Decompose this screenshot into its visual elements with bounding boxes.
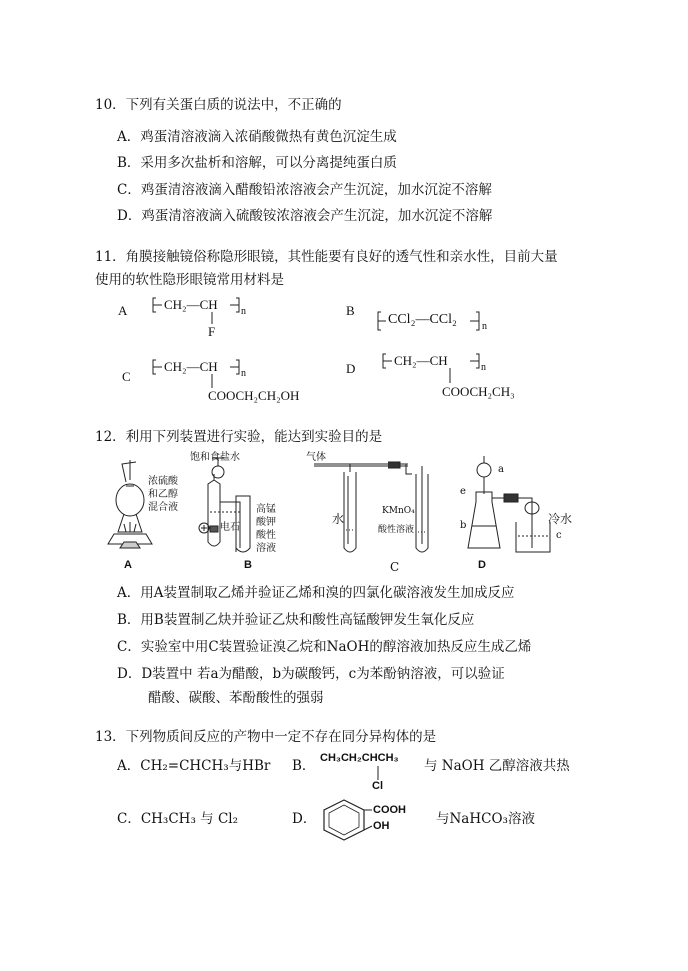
q12-option-d-line2: 醋酸、碳酸、苯酚酸性的强弱 (148, 690, 324, 706)
apparatus-c-gas: 气体 (306, 452, 326, 463)
apparatus-d-b: b (460, 520, 467, 531)
q11-c-structure (150, 358, 330, 406)
q13-option-b-structure (320, 750, 420, 796)
q13-b-formula: CH₃CH₂CHCH₃ (320, 752, 399, 764)
q11-b-label: B (346, 303, 355, 318)
q10-stem: 10．下列有关蛋白质的说法中，不正确的 (95, 97, 342, 113)
q10-option-c: C．鸡蛋清溶液滴入醋酸铅浓溶液会产生沉淀，加水沉淀不溶解 (117, 182, 492, 198)
q11-a-structure (150, 296, 270, 342)
q13-option-a: A．CH₂=CHCH₃与HBr (117, 758, 271, 774)
apparatus-b-text4: 溶液 (256, 543, 276, 554)
q11-a-label: A (118, 303, 128, 318)
q12-option-c: C．实验室中用C装置验证溴乙烷和NaOH的醇溶液加热反应生成乙烯 (117, 639, 532, 655)
q13-d-cooh: COOH (373, 804, 406, 816)
q11-stem-line1: 11．角膜接触镜俗称隐形眼镜，其性能要有良好的透气性和亲水性，目前大量 (95, 249, 558, 265)
q11-a-chain: CH₂—CH (164, 297, 218, 312)
q11-a-substituent: F (208, 324, 216, 339)
q13-d-oh: OH (373, 820, 390, 832)
apparatus-c-water: 水 (332, 512, 345, 526)
apparatus-d-c: c (556, 530, 562, 541)
apparatus-b-label: B (244, 559, 252, 571)
apparatus-d-e: e (460, 486, 466, 497)
apparatus-a-text2: 和乙醇 (148, 489, 178, 500)
apparatus-b-text3: 酸性 (256, 530, 276, 541)
q13-option-d-structure (318, 796, 428, 844)
q13-stem: 13．下列物质间反应的产物中一定不存在同分异构体的是 (95, 729, 437, 745)
q11-c-substituent: COOCH₂CH₂OH (208, 388, 300, 403)
q11-c-n: n (241, 368, 246, 379)
q11-d-chain: CH₂—CH (394, 353, 448, 368)
apparatus-c-kmno4: KMnO₄ (382, 506, 415, 516)
apparatus-d-a: a (498, 464, 504, 475)
q10-option-b: B．采用多次盐析和溶解，可以分离提纯蛋白质 (117, 155, 397, 171)
q13-option-d-prefix: D． (292, 811, 317, 827)
q11-b-chain: CCl₂—CCl₂ (388, 312, 457, 327)
q11-d-label: D (346, 361, 356, 376)
q11-a-n: n (241, 306, 246, 317)
q13-b-cl: Cl (372, 780, 383, 792)
q12-apparatus-figure (100, 452, 580, 577)
q11-d-n: n (481, 362, 486, 373)
q12-option-a: A．用A装置制取乙烯并验证乙烯和溴的四氯化碳溶液发生加成反应 (117, 585, 515, 601)
apparatus-d-cold: 冷水 (548, 512, 573, 526)
apparatus-b-text1: 高锰 (256, 504, 276, 515)
q10-option-a: A．鸡蛋清溶液滴入浓硝酸微热有黄色沉淀生成 (117, 129, 397, 145)
q11-b-structure (374, 310, 504, 334)
q13-option-b-prefix: B． (292, 758, 316, 774)
q10-option-d: D．鸡蛋清溶液滴入硫酸铵浓溶液会产生沉淀，加水沉淀不溶解 (117, 208, 493, 224)
apparatus-b-top: 饱和食盐水 (190, 452, 240, 463)
apparatus-b-text2: 酸钾 (256, 517, 276, 528)
q13-option-c: C．CH₃CH₃ 与 Cl₂ (117, 811, 238, 827)
apparatus-a-text1: 浓硫酸 (148, 476, 178, 487)
q11-stem-line2: 使用的软性隐形眼镜常用材料是 (95, 272, 284, 288)
q13-option-b-suffix: 与 NaOH 乙醇溶液共热 (424, 758, 570, 774)
q11-b-n: n (482, 321, 487, 332)
q12-stem: 12．利用下列装置进行实验，能达到实验目的是 (95, 429, 383, 445)
q12-option-d-line1: D．D装置中 若a为醋酸，b为碳酸钙，c为苯酚钠溶液，可以验证 (117, 666, 505, 682)
apparatus-c-acid: 酸性溶液 (378, 525, 415, 535)
q13-option-d-suffix: 与NaHCO₃溶液 (436, 811, 535, 827)
q11-c-label: C (122, 369, 131, 384)
apparatus-c-label: C (390, 560, 400, 574)
q11-c-chain: CH₂—CH (164, 359, 218, 374)
q11-d-structure (380, 352, 560, 402)
apparatus-a-label: A (124, 559, 132, 571)
apparatus-a-text3: 混合液 (148, 502, 178, 513)
q12-option-b: B．用B装置制乙炔并验证乙炔和酸性高锰酸钾发生氧化反应 (117, 612, 475, 628)
apparatus-b-stone: 电石 (220, 522, 240, 533)
apparatus-d-label: D (478, 559, 486, 571)
q11-d-substituent: COOCH₂CH₃ (442, 384, 515, 399)
